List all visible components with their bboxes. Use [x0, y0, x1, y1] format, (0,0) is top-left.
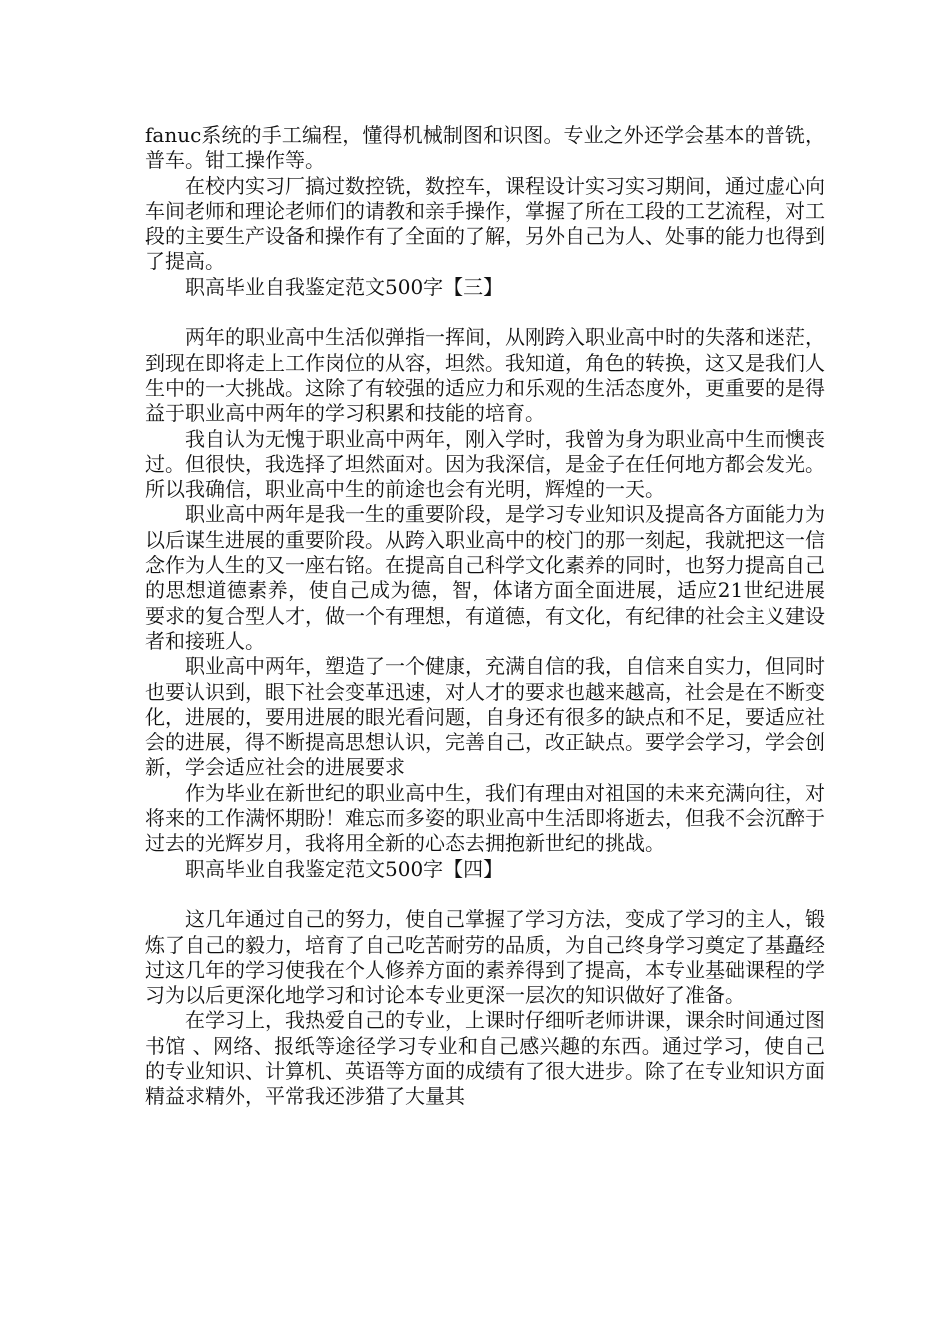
paragraph: 在校内实习厂搞过数控铣，数控车，课程设计实习实习期间，通过虚心向车间老师和理论老师们的请教和亲手操作，掌握了所在工段的工艺流程，对工段的主要生产设备和操作有了全面的了解，另外自己为人、处事的能力也得到了提高。: [145, 173, 825, 274]
paragraph: 这几年通过自己的努力，使自己掌握了学习方法，变成了学习的主人，锻炼了自己的毅力，培育了自己吃苦耐劳的品质，为自己终身学习奠定了基矗经过这几年的学习使我在个人修养方面的素养得到了提高，本专业基础课程的学习为以后更深化地学习和讨论本专业更深一层次的知识做好了准备。: [145, 907, 825, 1008]
paragraph: 在学习上，我热爱自己的专业，上课时仔细听老师讲课，课余时间通过图书馆 、网络、报纸等途径学习专业和自己感兴趣的东西。通过学习，使自己的专业知识、计算机、英语等方面的成绩有了很大进步。除了在专业知识方面精益求精外，平常我还涉猎了大量其: [145, 1008, 825, 1109]
paragraph: 作为毕业在新世纪的职业高中生，我们有理由对祖国的未来充满向往，对将来的工作满怀期盼！难忘而多姿的职业高中生活即将逝去，但我不会沉醉于过去的光辉岁月，我将用全新的心态去拥抱新世纪的挑战。: [145, 780, 825, 856]
paragraph: 职业高中两年，塑造了一个健康，充满自信的我，自信来自实力，但同时也要认识到，眼下社会变革迅速，对人才的要求也越来越高，社会是在不断变化，进展的，要用进展的眼光看问题，自身还有很多的缺点和不足，要适应社会的进展，得不断提高思想认识，完善自己，改正缺点。要学会学习，学会创新，学会适应社会的进展要求: [145, 654, 825, 780]
paragraph: fanuc系统的手工编程，懂得机械制图和识图。专业之外还学会基本的普铣，普车。钳工操作等。: [145, 123, 825, 173]
paragraph: 我自认为无愧于职业高中两年，刚入学时，我曾为身为职业高中生而懊丧过。但很快，我选择了坦然面对。因为我深信，是金子在任何地方都会发光。所以我确信，职业高中生的前途也会有光明，辉煌的一天。: [145, 426, 825, 502]
document-page: [145, 123, 825, 1110]
paragraph: 职业高中两年是我一生的重要阶段，是学习专业知识及提高各方面能力为以后谋生进展的重要阶段。从跨入职业高中的校门的那一刻起，我就把这一信念作为人生的又一座右铭。在提高自己科学文化素养的同时，也努力提高自己的思想道德素养，使自己成为德，智，体诸方面全面进展，适应21世纪进展要求的复合型人才，做一个有理想，有道德，有文化，有纪律的社会主义建设者和接班人。: [145, 502, 825, 653]
paragraph: 两年的职业高中生活似弹指一挥间，从刚跨入职业高中时的失落和迷茫，到现在即将走上工作岗位的从容，坦然。我知道，角色的转换，这又是我们人生中的一大挑战。这除了有较强的适应力和乐观的生活态度外，更重要的是得益于职业高中两年的学习积累和技能的培育。: [145, 325, 825, 426]
blank-line: [145, 300, 825, 325]
blank-line: [145, 882, 825, 907]
section-heading: 职高毕业自我鉴定范文500字【四】: [185, 856, 504, 881]
section-heading: 职高毕业自我鉴定范文500字【三】: [185, 274, 504, 299]
